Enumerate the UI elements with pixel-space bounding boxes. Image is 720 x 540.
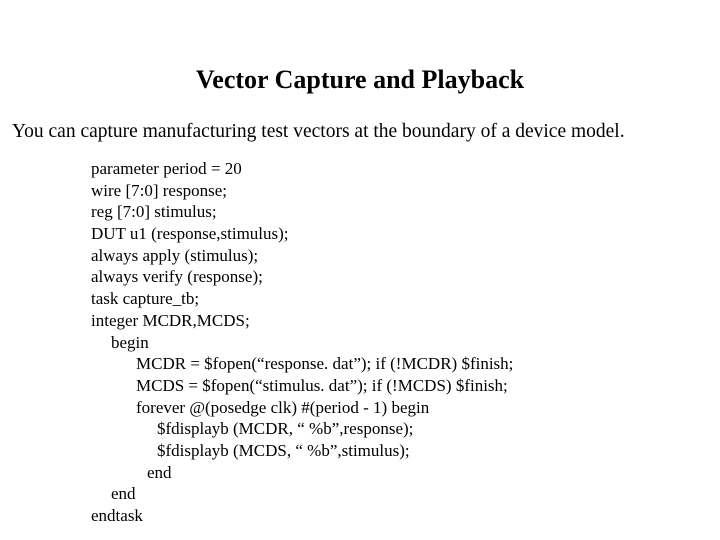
code-line: reg [7:0] stimulus; — [91, 202, 217, 222]
slide-subtitle: You can capture manufacturing test vectors at the boundary of a device model. — [12, 121, 625, 142]
code-line: always verify (response); — [91, 267, 263, 287]
code-line: MCDR = $fopen(“response. dat”); if (!MCDR) $finish; — [136, 354, 514, 374]
code-line: $fdisplayb (MCDR, “ %b”,response); — [157, 419, 414, 439]
code-line: begin — [111, 332, 149, 352]
code-line: DUT u1 (response,stimulus); — [91, 224, 289, 244]
code-line: always apply (stimulus); — [91, 245, 259, 265]
code-line: task capture_tb; — [91, 289, 200, 309]
code-line: $fdisplayb (MCDS, “ %b”,stimulus); — [157, 440, 410, 460]
slide-title: Vector Capture and Playback — [195, 65, 525, 94]
code-line: forever @(posedge clk) #(period - 1) begin — [136, 397, 430, 417]
code-line: end — [111, 484, 136, 504]
code-line: MCDS = $fopen(“stimulus. dat”); if (!MCDS) $finish; — [136, 375, 508, 395]
code-line: end — [147, 462, 172, 482]
code-line: wire [7:0] response; — [91, 180, 227, 200]
code-line: integer MCDR,MCDS; — [91, 310, 250, 330]
code-line: endtask — [91, 506, 143, 525]
code-listing — [91, 158, 513, 527]
code-line: parameter period = 20 — [91, 159, 242, 178]
